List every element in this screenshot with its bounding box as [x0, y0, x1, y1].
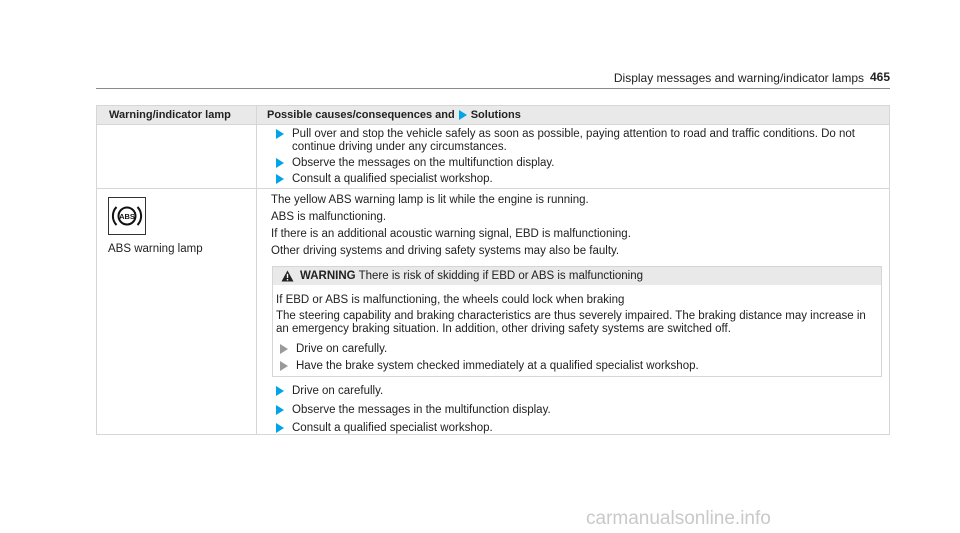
row-divider — [97, 188, 889, 189]
abs-paragraph-2: ABS is malfunctioning. — [271, 211, 387, 223]
arrow-right-icon — [280, 361, 288, 371]
svg-text:ABS: ABS — [119, 212, 135, 221]
abs-step-1 — [276, 385, 383, 398]
abs-paragraph-4: Other driving systems and driving safety systems may also be faulty. — [271, 245, 620, 257]
page-header — [96, 70, 890, 89]
warning-paragraph-2-line1: The steering capability and braking characteristics are thus severely impaired. The braking distance may increase in — [276, 310, 866, 322]
col-header-solutions-text: Solutions — [470, 109, 521, 121]
header-title: Display messages and warning/indicator lamps — [613, 71, 864, 85]
abs-lamp-label: ABS warning lamp — [108, 243, 203, 255]
warning-step-2-text: Have the brake system checked immediately at a qualified specialist workshop. — [296, 360, 699, 372]
row1-step-2 — [276, 157, 555, 170]
arrow-right-icon — [276, 423, 284, 433]
warning-title — [300, 270, 643, 282]
abs-step-2 — [276, 404, 551, 417]
row1-step-3-text: Consult a qualified specialist workshop. — [292, 173, 493, 185]
warning-triangle-icon — [281, 270, 294, 282]
warning-step-1 — [280, 343, 387, 356]
column-divider — [256, 106, 257, 434]
warning-paragraph-2-line2: an emergency braking situation. In addition, other driving safety systems are switched off. — [276, 323, 731, 335]
row1-step-1-line1: Pull over and stop the vehicle safely as soon as possible, paying attention to road and traffic conditions. Do not — [292, 128, 855, 140]
warning-step-1-text: Drive on carefully. — [296, 343, 388, 355]
arrow-right-icon — [276, 129, 284, 139]
arrow-right-icon — [276, 386, 284, 396]
abs-step-1-text: Drive on carefully. — [292, 385, 384, 397]
table-header-row — [97, 106, 889, 125]
warning-paragraph-1: If EBD or ABS is malfunctioning, the wheels could lock when braking — [276, 294, 625, 306]
row1-step-2-text: Observe the messages on the multifunction display. — [292, 157, 555, 169]
col-header-causes-text: Possible causes/consequences and — [267, 109, 455, 121]
row1-step-1-line2: continue driving under any circumstances. — [292, 141, 507, 153]
arrow-right-icon — [280, 344, 288, 354]
abs-step-2-text: Observe the messages in the multifunction display. — [292, 404, 551, 416]
watermark: carmanualsonline.info — [586, 508, 771, 529]
col-header-causes — [267, 109, 521, 121]
arrow-right-icon — [459, 110, 467, 120]
arrow-right-icon — [276, 405, 284, 415]
abs-paragraph-1: The yellow ABS warning lamp is lit while the engine is running. — [271, 194, 589, 206]
page-number: 465 — [869, 70, 890, 84]
arrow-right-icon — [276, 158, 284, 168]
abs-warning-icon — [108, 197, 146, 235]
row1-step-1 — [276, 128, 855, 154]
warning-lamp-table — [96, 105, 890, 435]
warning-title-text: There is risk of skidding if EBD or ABS is malfunctioning — [358, 270, 644, 282]
warning-step-2 — [280, 360, 699, 373]
abs-step-3-text: Consult a qualified specialist workshop. — [292, 422, 493, 434]
row1-step-3 — [276, 173, 493, 186]
col-header-lamp: Warning/indicator lamp — [109, 109, 231, 121]
abs-paragraph-3: If there is an additional acoustic warning signal, EBD is malfunctioning. — [271, 228, 631, 240]
warning-label: WARNING — [300, 270, 356, 282]
arrow-right-icon — [276, 174, 284, 184]
warning-box — [272, 266, 882, 377]
warning-header — [273, 267, 881, 285]
abs-step-3 — [276, 422, 493, 435]
